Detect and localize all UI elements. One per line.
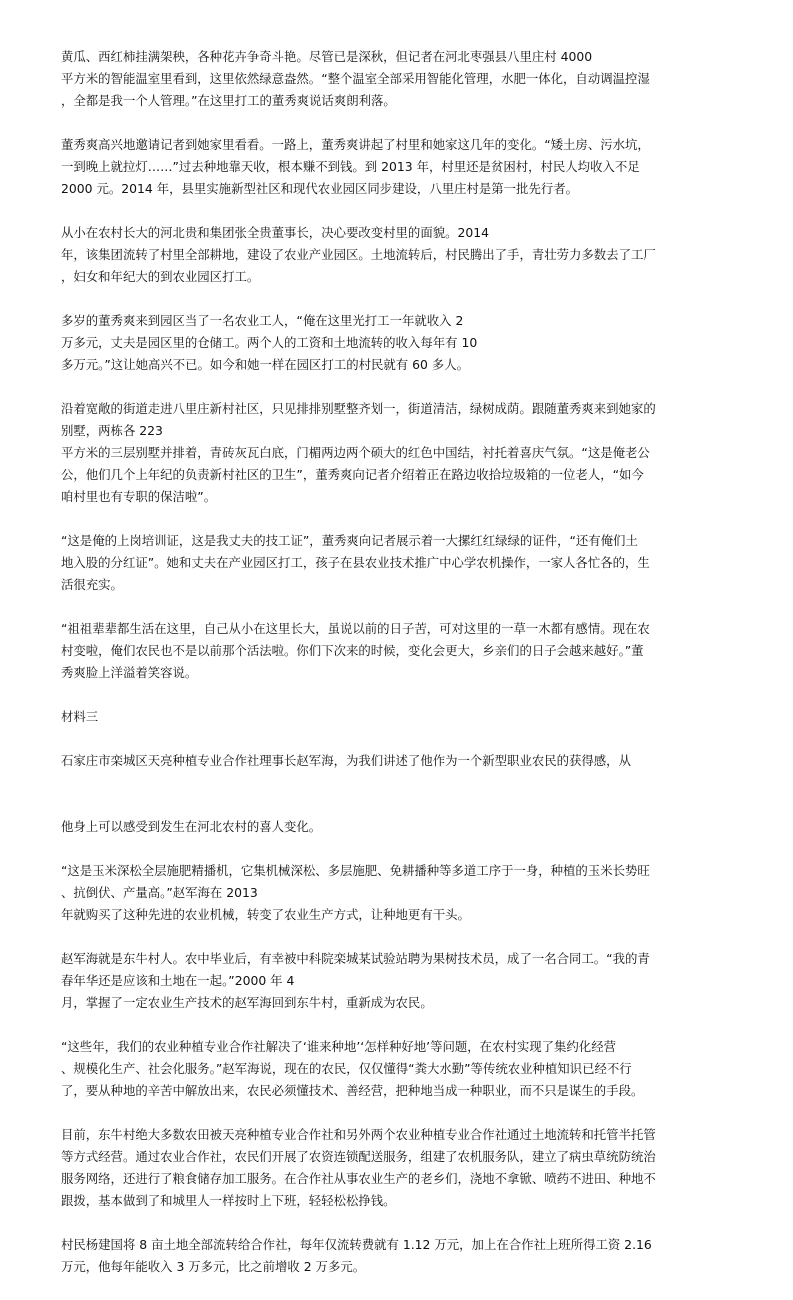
text-line: 别墅，两栋各 223 xyxy=(61,423,163,438)
paragraph xyxy=(61,618,736,684)
text-line: 跟拨，基本做到了和城里人一样按时上下班，轻轻松松挣钱。 xyxy=(61,1193,396,1208)
text-line: 平方米的三层别墅并排着，青砖灰瓦白底，门楣两边两个硕大的红色中国结，衬托着喜庆气氛。“这是俺老公 xyxy=(61,445,650,460)
document-body xyxy=(61,46,736,1300)
paragraph xyxy=(61,1036,736,1102)
text-line: 春年华还是应该和土地在一起。”2000 年 4 xyxy=(61,973,295,988)
text-line: 从小在农村长大的河北贵和集团张全贵董事长，决心要改变村里的面貌。2014 xyxy=(61,225,490,240)
text-line: 活很充实。 xyxy=(61,577,123,592)
paragraph xyxy=(61,530,736,596)
text-line: “这是玉米深松全层施肥精播机，它集机械深松、多层施肥、免耕播种等多道工序于一身，种植的玉米长势旺 xyxy=(61,863,650,878)
text-line: 服务网络，还进行了粮食储存加工服务。在合作社从事农业生产的老乡们，浇地不拿锨、喷药不进田、种地不 xyxy=(61,1171,656,1186)
text-line: 村变啦，俺们农民也不是以前那个活法啦。你们下次来的时候，变化会更大，乡亲们的日子会越来越好。”董 xyxy=(61,643,644,658)
text-line: 石家庄市栾城区天亮种植专业合作社理事长赵军海，为我们讲述了他作为一个新型职业农民的获得感，从 xyxy=(61,753,631,768)
text-line: 他身上可以感受到发生在河北农村的喜人变化。 xyxy=(61,819,322,834)
text-line: ，妇女和年纪大的到农业园区打工。 xyxy=(61,269,260,284)
text-line: 年，该集团流转了村里全部耕地，建设了农业产业园区。土地流转后，村民腾出了手，青壮劳力多数去了工厂 xyxy=(61,247,656,262)
paragraph xyxy=(61,860,736,926)
paragraph xyxy=(61,816,736,838)
text-line: 了，要从种地的辛苦中解放出来，农民必须懂技术、善经营，把种地当成一种职业，而不只是谋生的手段。 xyxy=(61,1083,644,1098)
text-line: “这是俺的上岗培训证，这是我丈夫的技工证”，董秀爽向记者展示着一大摞红红绿绿的证件，“还有俺们土 xyxy=(61,533,638,548)
text-line: “这些年，我们的农业种植专业合作社解决了‘谁来种地’‘怎样种好地’等问题，在农村实现了集约化经营 xyxy=(61,1039,616,1054)
text-line: 目前，东牛村绝大多数农田被天亮种植专业合作社和另外两个农业种植专业合作社通过土地流转和托管半托管 xyxy=(61,1127,656,1142)
text-line: 董秀爽高兴地邀请记者到她家里看看。一路上，董秀爽讲起了村里和她家这几年的变化。“矮土房、污水坑， xyxy=(61,137,650,152)
text-line: 年就购买了这种先进的农业机械，转变了农业生产方式，让种地更有干头。 xyxy=(61,907,470,922)
text-line: 秀爽脸上洋溢着笑容说。 xyxy=(61,665,198,680)
text-line: 等方式经营。通过农业合作社，农民们开展了农资连锁配送服务，组建了农机服务队，建立了病虫草统防统治 xyxy=(61,1149,656,1164)
paragraph xyxy=(61,750,736,772)
text-line: 多岁的董秀爽来到园区当了一名农业工人，“俺在这里光打工一年就收入 2 xyxy=(61,313,464,328)
text-line: 、规模化生产、社会化服务。”赵军海说，现在的农民，仅仅懂得“粪大水勤”等传统农业种植知识已经不行 xyxy=(61,1061,632,1076)
text-line: 赵军海就是东牛村人。农中毕业后，有幸被中科院栾城某试验站聘为果树技术员，成了一名合同工。“我的青 xyxy=(61,951,650,966)
text-line: 沿着宽敞的街道走进八里庄新村社区，只见排排别墅整齐划一，街道清洁，绿树成荫。跟随董秀爽来到她家的 xyxy=(61,401,656,416)
text-line: 万元，他每年能收入 3 万多元，比之前增收 2 万多元。 xyxy=(61,1259,366,1274)
paragraph xyxy=(61,1124,736,1212)
section-heading xyxy=(61,706,736,728)
text-line: 多万元。”这让她高兴不已。如今和她一样在园区打工的村民就有 60 多人。 xyxy=(61,357,469,372)
text-line: “祖祖辈辈都生活在这里，自己从小在这里长大，虽说以前的日子苦，可对这里的一草一木都有感情。现在农 xyxy=(61,621,650,636)
text-line: 万多元，丈夫是园区里的仓储工。两个人的工资和土地流转的收入每年有 10 xyxy=(61,335,478,350)
text-line: 、抗倒伏、产量高。”赵军海在 2013 xyxy=(61,885,258,900)
text-line: 一到晚上就拉灯……”过去种地靠天收，根本赚不到钱。到 2013 年，村里还是贫困村，村民人均收入不足 xyxy=(61,159,640,174)
text-line: 月，掌握了一定农业生产技术的赵军海回到东牛村，重新成为农民。 xyxy=(61,995,433,1010)
text-line: 黄瓜、西红柿挂满架秧，各种花卉争奇斗艳。尽管已是深秋，但记者在河北枣强县八里庄村 4000 xyxy=(61,49,593,64)
paragraph xyxy=(61,222,736,288)
text-line: 咱村里也有专职的保洁啦”。 xyxy=(61,489,217,504)
paragraph xyxy=(61,948,736,1014)
text-line: 材料三 xyxy=(61,709,99,724)
text-line: 公，他们几个上年纪的负责新村社区的卫生”，董秀爽向记者介绍着正在路边收拾垃圾箱的一位老人，“如今 xyxy=(61,467,644,482)
paragraph xyxy=(61,310,736,376)
text-line: ，全都是我一个人管理。”在这里打工的董秀爽说话爽朗利落。 xyxy=(61,93,396,108)
paragraph xyxy=(61,134,736,200)
text-line: 地入股的分红证”。她和丈夫在产业园区打工，孩子在县农业技术推广中心学农机操作，一家人各忙各的，生 xyxy=(61,555,650,570)
paragraph xyxy=(61,46,736,112)
text-line: 村民杨建国将 8 亩土地全部流转给合作社，每年仅流转费就有 1.12 万元，加上在合作社上班所得工资 2.16 xyxy=(61,1237,652,1252)
text-line: 2000 元。2014 年，县里实施新型社区和现代农业园区同步建设，八里庄村是第一批先行者。 xyxy=(61,181,579,196)
text-line: 平方米的智能温室里看到，这里依然绿意盎然。“整个温室全部采用智能化管理，水肥一体化，自动调温控湿 xyxy=(61,71,650,86)
paragraph xyxy=(61,398,736,508)
paragraph xyxy=(61,1234,736,1278)
